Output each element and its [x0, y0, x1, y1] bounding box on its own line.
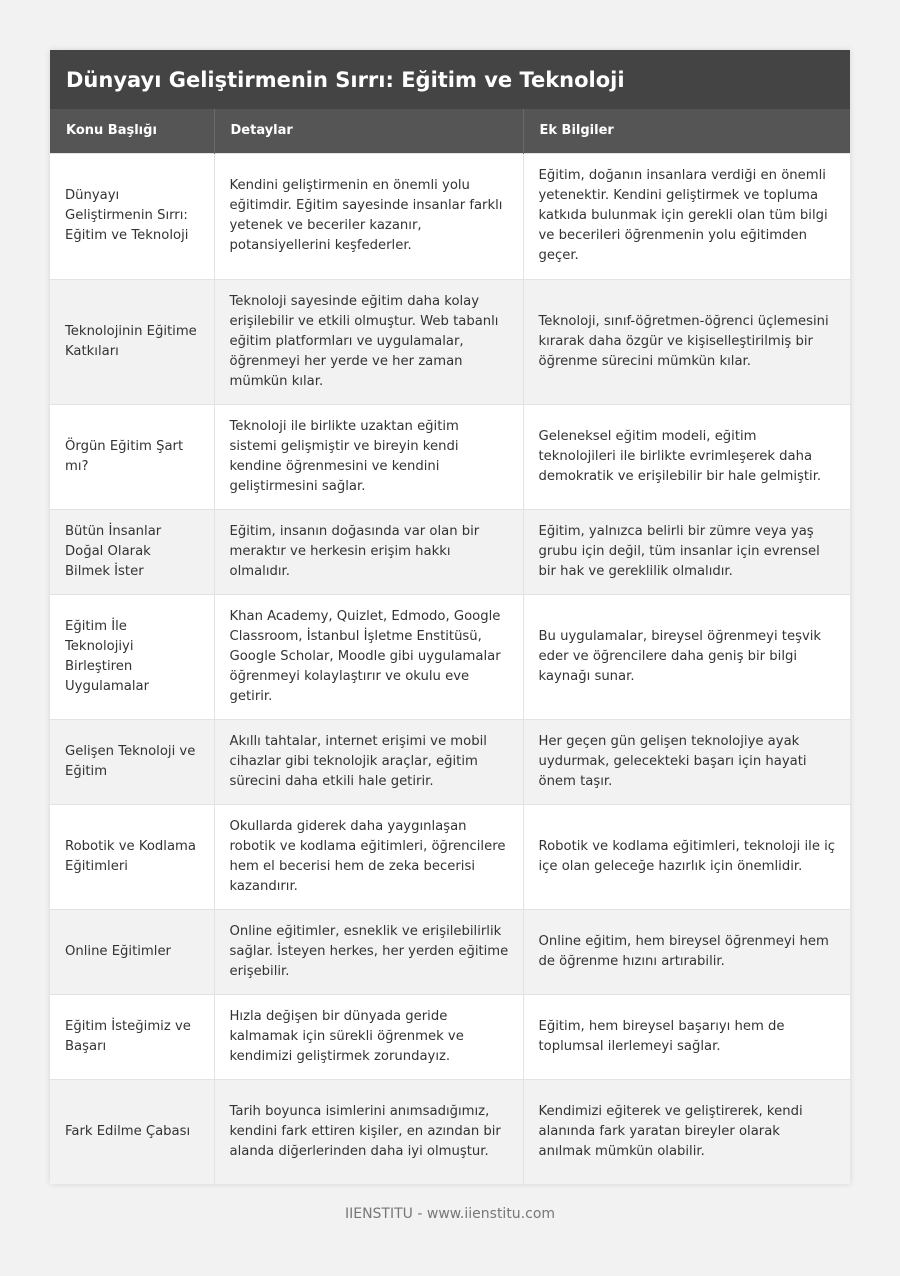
- table-row: [50, 719, 850, 804]
- cell-details: Eğitim, insanın doğasında var olan bir meraktır ve herkesin erişim hakkı olmalıdır.: [214, 509, 523, 594]
- cell-details: Teknoloji ile birlikte uzaktan eğitim sistemi gelişmiştir ve bireyin kendi kendine öğrenmesini ve kendini geliştirmesini sağlar.: [214, 404, 523, 509]
- table-row: [50, 804, 850, 909]
- table-row: [50, 279, 850, 404]
- column-header-extra: Ek Bilgiler: [523, 109, 850, 153]
- cell-details: Teknoloji sayesinde eğitim daha kolay erişilebilir ve etkili olmuştur. Web tabanlı eğitim platformları ve uygulamalar, öğrenmeyi her yerde ve her zaman mümkün kılar.: [214, 279, 523, 404]
- cell-topic: Robotik ve Kodlama Eğitimleri: [50, 804, 214, 909]
- cell-details: Tarih boyunca isimlerini anımsadığımız, kendini fark ettiren kişiler, en azından bir alanda diğerlerinden daha iyi olmuştur.: [214, 1079, 523, 1184]
- cell-extra: Robotik ve kodlama eğitimleri, teknoloji ile iç içe olan geleceğe hazırlık için önemlidir.: [523, 804, 850, 909]
- cell-topic: Teknolojinin Eğitime Katkıları: [50, 279, 214, 404]
- cell-extra: Eğitim, doğanın insanlara verdiği en önemli yetenektir. Kendini geliştirmek ve topluma katkıda bulunmak için gerekli olan tüm bilgi ve becerileri öğrenmenin yolu eğitimden geçer.: [523, 153, 850, 279]
- table-row: [50, 994, 850, 1079]
- cell-topic: Online Eğitimler: [50, 909, 214, 994]
- table-row: [50, 594, 850, 719]
- cell-extra: Her geçen gün gelişen teknolojiye ayak uydurmak, gelecekteki başarı için hayati önem taşır.: [523, 719, 850, 804]
- cell-topic: Eğitim İsteğimiz ve Başarı: [50, 994, 214, 1079]
- cell-topic: Örgün Eğitim Şart mı?: [50, 404, 214, 509]
- table-header-row: [50, 109, 850, 153]
- column-header-details: Detaylar: [214, 109, 523, 153]
- cell-extra: Bu uygulamalar, bireysel öğrenmeyi teşvik eder ve öğrencilere daha geniş bir bilgi kaynağı sunar.: [523, 594, 850, 719]
- table-row: [50, 153, 850, 279]
- cell-topic: Dünyayı Geliştirmenin Sırrı: Eğitim ve Teknoloji: [50, 153, 214, 279]
- table-row: [50, 509, 850, 594]
- cell-details: Kendini geliştirmenin en önemli yolu eğitimdir. Eğitim sayesinde insanlar farklı yetenek ve beceriler kazanır, potansiyellerini keşfederler.: [214, 153, 523, 279]
- cell-details: Online eğitimler, esneklik ve erişilebilirlik sağlar. İsteyen herkes, her yerden eğitime erişebilir.: [214, 909, 523, 994]
- cell-topic: Eğitim İle Teknolojiyi Birleştiren Uygulamalar: [50, 594, 214, 719]
- cell-extra: Geleneksel eğitim modeli, eğitim teknolojileri ile birlikte evrimleşerek daha demokratik ve erişilebilir bir hale gelmiştir.: [523, 404, 850, 509]
- cell-topic: Bütün İnsanlar Doğal Olarak Bilmek İster: [50, 509, 214, 594]
- table-row: [50, 1079, 850, 1184]
- cell-extra: Kendimizi eğiterek ve geliştirerek, kendi alanında fark yaratan bireyler olarak anılmak mümkün olabilir.: [523, 1079, 850, 1184]
- cell-topic: Gelişen Teknoloji ve Eğitim: [50, 719, 214, 804]
- page-title: Dünyayı Geliştirmenin Sırrı: Eğitim ve Teknoloji: [50, 50, 850, 109]
- table-row: [50, 909, 850, 994]
- cell-details: Akıllı tahtalar, internet erişimi ve mobil cihazlar gibi teknolojik araçlar, eğitim sürecini daha etkili hale getirir.: [214, 719, 523, 804]
- cell-extra: Teknoloji, sınıf-öğretmen-öğrenci üçlemesini kırarak daha özgür ve kişiselleştirilmiş bir öğrenme sürecini mümkün kılar.: [523, 279, 850, 404]
- cell-details: Khan Academy, Quizlet, Edmodo, Google Classroom, İstanbul İşletme Enstitüsü, Google Scholar, Moodle gibi uygulamalar öğrenmeyi kolaylaştırır ve okulu eve getirir.: [214, 594, 523, 719]
- cell-extra: Eğitim, hem bireysel başarıyı hem de toplumsal ilerlemeyi sağlar.: [523, 994, 850, 1079]
- table-row: [50, 404, 850, 509]
- info-table: [50, 109, 850, 1184]
- content-card: [50, 50, 850, 1184]
- column-header-topic: Konu Başlığı: [50, 109, 214, 153]
- cell-details: Okullarda giderek daha yaygınlaşan robotik ve kodlama eğitimleri, öğrencilere hem el becerisi hem de zeka becerisi kazandırır.: [214, 804, 523, 909]
- cell-details: Hızla değişen bir dünyada geride kalmamak için sürekli öğrenmek ve kendimizi geliştirmek zorundayız.: [214, 994, 523, 1079]
- cell-extra: Online eğitim, hem bireysel öğrenmeyi hem de öğrenme hızını artırabilir.: [523, 909, 850, 994]
- cell-topic: Fark Edilme Çabası: [50, 1079, 214, 1184]
- cell-extra: Eğitim, yalnızca belirli bir zümre veya yaş grubu için değil, tüm insanlar için evrensel bir hak ve gereklilik olmalıdır.: [523, 509, 850, 594]
- footer-credit: IIENSTITU - www.iienstitu.com: [344, 1206, 556, 1222]
